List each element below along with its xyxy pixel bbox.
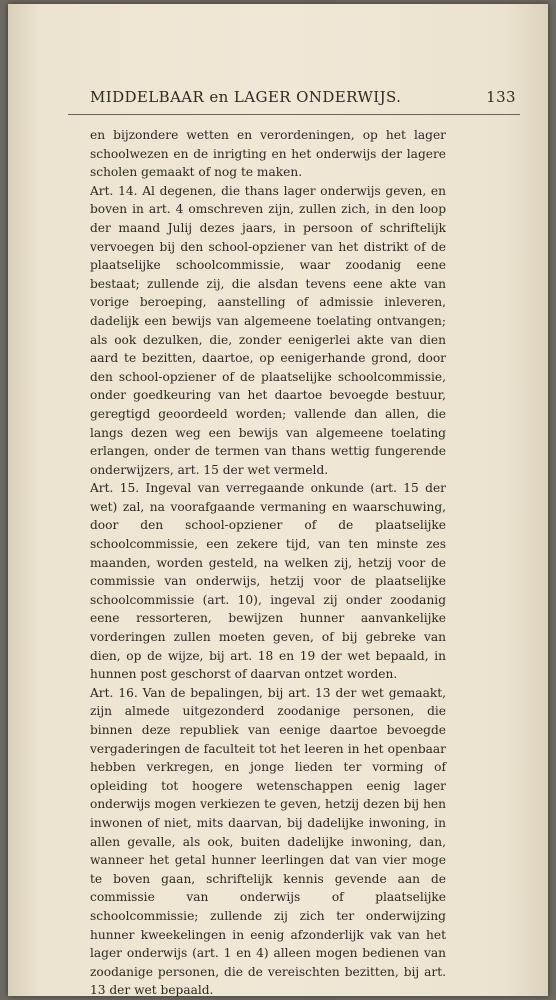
paragraph-art-14: Art. 14. Al degenen, die thans lager onderwijs geven, en boven in art. 4 omschreven zijn, zullen zich, in den loop der maand Julij dezes jaars, in persoon of schriftelijk vervoegen bij den school-opziener van het distrikt of de plaatselijke schoolcommissie, waar zoodanig eene bestaat; zullende zij, die alsdan tevens eene akte van vorige beroeping, aanstelling of admissie inleveren, dadelijk een bewijs van algemeene toelating ontvangen; als ook dezulken, die, zonder eenigerlei akte van dien aard te bezitten, daartoe, op eenigerhande grond, door den school-opziener of de plaatselijke schoolcommissie, onder goedkeuring van het daartoe bevoegde bestuur, geregtigd geoordeeld worden; vallende dan allen, die langs dezen weg een bewijs van algemeene toelating erlangen, onder de termen van thans wettig fungerende onderwijzers, art. 15 der wet vermeld. xyxy=(90,183,446,477)
paragraph-art-15: Art. 15. Ingeval van verregaande onkunde (art. 15 der wet) zal, na voorafgaande vermaning en waarschuwing, door den school-opziener of de plaatselijke schoolcommissie, een zekere tijd, van ten minste zes maanden, worden gesteld, na welken zij, hetzij voor de commissie van onderwijs, hetzij voor de plaatselijke schoolcommissie (art. 10), ingeval zij onder zoodanig eene ressorteren, bewijzen hunner aanvankelijke vorderingen zullen moeten geven, of bij gebreke van dien, op de wijze, bij art. 18 en 19 der wet bepaald, in hunnen post geschorst of daarvan ontzet worden. xyxy=(90,481,446,682)
book-page xyxy=(8,4,548,996)
header-rule xyxy=(68,114,520,115)
body-text xyxy=(90,126,446,1000)
paragraph-art-16: Art. 16. Van de bepalingen, bij art. 13 der wet gemaakt, zijn almede uitgezonderd zoodanige personen, die binnen deze republiek van eenige daartoe bevoegde vergaderingen de faculteit tot het leeren in het openbaar hebben verkregen, en jonge lieden ter vorming of opleiding tot hoogere wetenschappen eenig lager onderwijs mogen verkiezen te geven, hetzij dezen bij hen inwonen of niet, mits daarvan, bij dadelijke inwoning, in allen gevalle, als ook, buiten dadelijke inwoning, dan, wanneer het getal hunner leerlingen dat van vier moge te boven gaan, schriftelijk kennis gevende aan de commissie van onderwijs of plaatselijke schoolcommissie; zullende zij zich ter onderwijzing hunner kweekelingen in eenig afzonderlijk vak van het lager onderwijs (art. 1 en 4) alleen mogen bedienen van zoodanige personen, die de vereischten bezitten, bij art. 13 der wet bepaald. xyxy=(90,685,446,998)
paragraph-continuation: en bijzondere wetten en verordeningen, op het lager schoolwezen en de inrigting en het onderwijs der lagere scholen gemaakt of nog te maken. xyxy=(90,128,446,180)
page-number: 133 xyxy=(486,88,516,106)
running-head: MIDDELBAAR en LAGER ONDERWIJS. xyxy=(90,88,402,106)
